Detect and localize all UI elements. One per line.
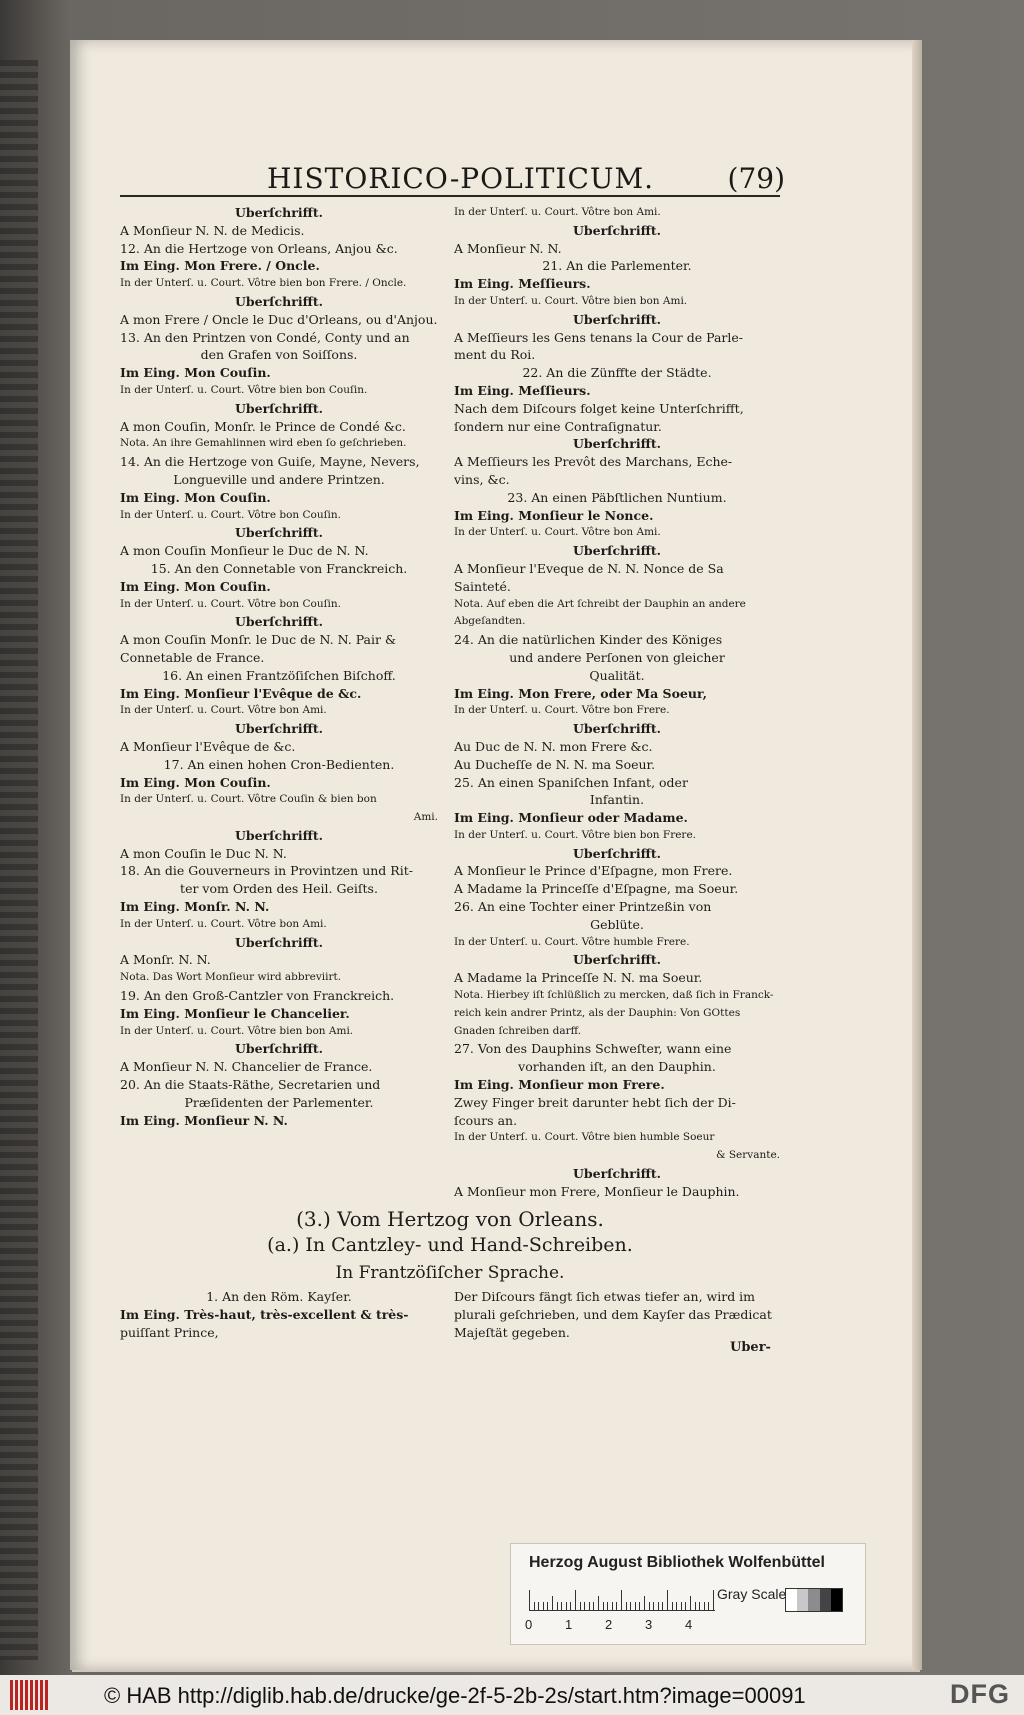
ruler-tick: [667, 1590, 668, 1610]
text-line: Connetable de France.: [120, 649, 265, 665]
ruler-tick: [612, 1602, 613, 1610]
text-line: Uberſchrifft.: [235, 827, 323, 843]
text-line: Infantin.: [589, 792, 645, 808]
text-line: A mon Couſin Monſr. le Duc de N. N. Pair &: [120, 632, 397, 648]
text-line: 16. An einen Frantzöſiſchen Biſchoff.: [162, 667, 396, 683]
text-line: Au Ducheſſe de N. N. ma Soeur.: [454, 756, 656, 772]
measure-ruler: [529, 1590, 715, 1611]
text-line: In der Unterſ. u. Court. Vôtre bon Couſin.: [120, 597, 341, 610]
ruler-tick: [626, 1602, 627, 1610]
ruler-tick: [616, 1602, 617, 1610]
library-color-card: [510, 1543, 866, 1645]
ruler-tick: [713, 1590, 714, 1610]
text-line: Nota. Hierbey iſt ſchlüßlich zu mercken, daß ſich in Franck-: [454, 989, 774, 1002]
ruler-tick: [580, 1602, 581, 1610]
text-line: Im Eing. Mon Frere, oder Ma Soeur,: [454, 685, 707, 701]
ruler-tick: [681, 1602, 682, 1610]
page-number: (79): [727, 162, 785, 195]
ruler-tick: [561, 1602, 562, 1610]
ruler-tick: [529, 1590, 530, 1610]
text-line: A Monſieur l'Evêque de &c.: [120, 738, 296, 754]
text-line: A mon Couſin le Duc N. N.: [120, 845, 287, 861]
text-line: 25. An einen Spaniſchen Infant, oder: [454, 774, 688, 790]
text-line: Uberſchrifft.: [573, 222, 661, 238]
section-heading: (3.) Vom Hertzog von Orleans.: [296, 1207, 604, 1231]
text-line: Im Eing. Monſieur oder Madame.: [454, 810, 688, 826]
book-spine: [0, 60, 38, 1660]
text-line: Uberſchrifft.: [573, 952, 661, 968]
text-line: Longueville und andere Printzen.: [173, 471, 385, 487]
text-line: In der Unterſ. u. Court. Vôtre bien bon Ami.: [120, 1024, 354, 1037]
page-header: [195, 162, 785, 196]
gray-swatch-cell: [831, 1589, 842, 1611]
ruler-tick: [593, 1602, 594, 1610]
text-line: 14. An die Hertzoge von Guiſe, Mayne, Nevers,: [120, 454, 420, 470]
text-line: A Monſr. N. N.: [120, 952, 211, 968]
text-line: Im Eing. Meſſieurs.: [454, 276, 591, 292]
text-line: Nota. Auf eben die Art ſchreibt der Dauphin an andere: [454, 597, 746, 610]
gray-swatch-cell: [808, 1589, 819, 1611]
text-line: Nach dem Diſcours folget keine Unterſchrifft,: [454, 400, 744, 416]
text-line: vins, &c.: [454, 471, 510, 487]
ruler-tick: [552, 1596, 553, 1610]
text-line: In der Unterſ. u. Court. Vôtre bon Ami.: [454, 526, 661, 539]
ruler-tick: [699, 1602, 700, 1610]
text-line: 20. An die Staats-Räthe, Secretarien und: [120, 1077, 381, 1093]
ruler-tick: [644, 1596, 645, 1610]
text-line: ment du Roi.: [454, 347, 536, 363]
text-line: Im Eing. Monſieur le Nonce.: [454, 507, 654, 523]
text-line: Nota. An ihre Gemahlinnen wird eben ſo geſchrieben.: [120, 437, 407, 450]
text-line: Nota. Das Wort Monſieur wird abbreviirt.: [120, 971, 342, 984]
gray-swatch-cell: [820, 1589, 831, 1611]
text-line: A Monſieur le Prince d'Eſpagne, mon Frere.: [454, 863, 733, 879]
text-line: Zwey Finger breit darunter hebt ſich der Di-: [454, 1094, 736, 1110]
text-line: 18. An die Gouverneurs in Provintzen und Rit-: [120, 863, 413, 879]
text-line: Geblüte.: [590, 916, 644, 932]
text-line: A Madame la Princeſſe d'Eſpagne, ma Soeur.: [454, 881, 739, 897]
gray-scale-label: Gray Scale: [717, 1586, 787, 1602]
text-line: Uberſchrifft.: [573, 845, 661, 861]
ruler-tick: [584, 1602, 585, 1610]
ruler-number: 3: [645, 1617, 653, 1632]
text-line: Im Eing. Monſr. N. N.: [120, 899, 270, 915]
text-line: A Monſieur l'Eveque de N. N. Nonce de Sa: [454, 560, 724, 576]
ruler-number: 0: [525, 1617, 533, 1632]
ruler-tick: [543, 1602, 544, 1610]
text-line: In der Unterſ. u. Court. Vôtre bon Ami.: [454, 206, 661, 218]
ruler-tick: [621, 1590, 622, 1610]
text-line: Im Eing. Mon Frere. / Oncle.: [120, 258, 320, 274]
text-line: Der Diſcours fängt ſich etwas tiefer an, wird im: [454, 1289, 756, 1304]
gray-swatch-cell: [786, 1589, 797, 1611]
text-line: Uberſchrifft.: [235, 721, 323, 737]
text-line: Uberſchrifft.: [573, 1166, 661, 1182]
text-line: A Monſieur mon Frere, Monſieur le Dauphin.: [454, 1183, 740, 1199]
text-line: Qualität.: [589, 667, 645, 683]
library-name: Herzog August Bibliothek Wolfenbüttel: [529, 1554, 825, 1571]
ruler-tick: [589, 1602, 590, 1610]
text-line: plurali geſchrieben, und dem Kayſer das Prædicat: [454, 1306, 772, 1322]
text-line: Uberſchrifft.: [235, 1041, 323, 1057]
text-line: Uberſchrifft.: [235, 614, 323, 630]
text-line: A mon Frere / Oncle le Duc d'Orleans, ou d'Anjou.: [120, 311, 438, 327]
ruler-tick: [598, 1596, 599, 1610]
ruler-tick: [708, 1602, 709, 1610]
text-line: Im Eing. Mon Couſin.: [120, 774, 271, 790]
page-edge: [912, 40, 922, 1670]
text-line: Uberſchrifft.: [235, 934, 323, 950]
text-line: In der Unterſ. u. Court. Vôtre bien humble Soeur: [454, 1131, 715, 1144]
text-line: Im Eing. Meſſieurs.: [454, 382, 591, 398]
viewer-footer: [0, 1675, 1024, 1715]
hab-logo-icon: [10, 1680, 48, 1710]
text-line: Uberſchrifft.: [573, 543, 661, 559]
dfg-logo: DFG: [950, 1679, 1010, 1709]
text-line: 26. An eine Tochter einer Printzeßin von: [454, 899, 712, 915]
header-rule: [120, 195, 780, 197]
text-line: In der Unterſ. u. Court. Vôtre humble Frere.: [454, 935, 690, 948]
ruler-number: 2: [605, 1617, 613, 1632]
text-line: ter vom Orden des Heil. Geiſts.: [180, 881, 378, 897]
text-line: A Meſſieurs les Gens tenans la Cour de Parle-: [454, 329, 744, 345]
text-line: Uberſchrifft.: [235, 400, 323, 416]
text-line: den Grafen von Soiſſons.: [200, 347, 358, 363]
ruler-tick: [635, 1602, 636, 1610]
bottom-left-column: [120, 1288, 438, 1341]
ruler-tick: [685, 1602, 686, 1610]
text-line: In der Unterſ. u. Court. Vôtre bon Ami.: [120, 917, 327, 930]
ruler-tick: [653, 1602, 654, 1610]
text-line: A Monſieur N. N. de Medicis.: [120, 222, 305, 238]
ruler-tick: [557, 1602, 558, 1610]
text-line: Majeſtät gegeben.: [454, 1324, 570, 1340]
gray-scale-swatch: [785, 1588, 843, 1612]
text-line: Uberſchrifft.: [573, 311, 661, 327]
text-line: 1. An den Röm. Kayſer.: [206, 1289, 352, 1304]
ruler-tick: [639, 1602, 640, 1610]
text-line: Uberſchrifft.: [573, 436, 661, 452]
text-line: In der Unterſ. u. Court. Vôtre bon Couſin.: [120, 508, 341, 521]
ruler-tick: [658, 1602, 659, 1610]
ruler-tick: [566, 1602, 567, 1610]
text-line: 17. An einen hohen Cron-Bedienten.: [163, 756, 395, 772]
text-line: Im Eing. Monſieur le Chancelier.: [120, 1005, 350, 1021]
text-line: 24. An die natürlichen Kinder des Königes: [454, 632, 723, 648]
text-line: Uberſchrifft.: [235, 293, 323, 309]
right-column: [454, 204, 780, 1201]
ruler-tick: [575, 1590, 576, 1610]
gray-swatch-cell: [797, 1589, 808, 1611]
text-line: Im Eing. Mon Couſin.: [120, 365, 271, 381]
text-line: 23. An einen Päbſtlichen Nuntium.: [507, 489, 727, 505]
ruler-tick: [534, 1602, 535, 1610]
text-line: In der Unterſ. u. Court. Vôtre Couſin & bien bon: [120, 793, 377, 806]
text-line: 15. An den Connetable von Franckreich.: [150, 560, 408, 576]
text-line: A Madame la Princeſſe N. N. ma Soeur.: [454, 970, 703, 986]
text-line: In der Unterſ. u. Court. Vôtre bien bon Frere. / Oncle.: [120, 277, 407, 290]
running-head: HISTORICO-POLITICUM.: [267, 162, 655, 195]
text-line: Im Eing. Mon Couſin.: [120, 489, 271, 505]
ruler-number: 4: [685, 1617, 693, 1632]
ruler-numbers: [525, 1617, 725, 1635]
ruler-tick: [603, 1602, 604, 1610]
text-line: 27. Von des Dauphins Schweſter, wann eine: [454, 1041, 732, 1057]
text-line: A Monſieur N. N.: [454, 240, 562, 256]
bottom-right-column: [454, 1288, 780, 1341]
text-line: reich kein andrer Printz, als der Dauphin: Von GOttes: [454, 1006, 741, 1019]
catchword: Uber-: [730, 1340, 771, 1355]
text-line: A mon Couſin, Monſr. le Prince de Condé &c.: [120, 418, 406, 434]
text-line: & Servante.: [716, 1149, 780, 1162]
text-line: Gnaden ſchreiben darff.: [454, 1024, 582, 1037]
text-line: Im Eing. Mon Couſin.: [120, 578, 271, 594]
text-line: Sainteté.: [454, 578, 511, 594]
text-line: Im Eing. Monſieur l'Evêque de &c.: [120, 685, 362, 701]
text-line: puiſſant Prince,: [120, 1324, 219, 1340]
ruler-number: 1: [565, 1617, 573, 1632]
text-line: 13. An den Printzen von Condé, Conty und an: [120, 329, 410, 345]
ruler-tick: [676, 1602, 677, 1610]
ruler-tick: [630, 1602, 631, 1610]
text-line: 22. An die Zünffte der Städte.: [522, 365, 712, 381]
text-line: A mon Couſin Monſieur le Duc de N. N.: [120, 543, 369, 559]
text-line: 19. An den Groß-Cantzler von Franckreich.: [120, 988, 395, 1004]
language-heading: In Frantzöſiſcher Sprache.: [335, 1263, 565, 1283]
text-line: In der Unterſ. u. Court. Vôtre bon Frere.: [454, 704, 670, 717]
text-line: In der Unterſ. u. Court. Vôtre bien bon Ami.: [454, 294, 688, 307]
text-line: und andere Perſonen von gleicher: [509, 649, 725, 665]
ruler-tick: [662, 1602, 663, 1610]
text-line: A Monſieur N. N. Chancelier de France.: [120, 1059, 373, 1075]
ruler-tick: [570, 1602, 571, 1610]
text-line: 21. An die Parlementer.: [542, 258, 692, 274]
text-line: Im Eing. Monſieur mon Frere.: [454, 1077, 665, 1093]
ruler-tick: [607, 1602, 608, 1610]
copyright-link[interactable]: © HAB http://diglib.hab.de/drucke/ge-2f-5-2b-2s/start.htm?image=00091: [104, 1683, 806, 1708]
text-line: ſcours an.: [454, 1112, 518, 1128]
ruler-tick: [695, 1602, 696, 1610]
text-line: Præſidenten der Parlementer.: [184, 1094, 374, 1110]
text-line: Uberſchrifft.: [235, 525, 323, 541]
text-line: Im Eing. Très-haut, très-excellent & très-: [120, 1306, 409, 1322]
subsection-heading: (a.) In Cantzley- und Hand-Schreiben.: [267, 1234, 633, 1256]
text-line: ſondern nur eine Contraſignatur.: [454, 418, 662, 434]
ruler-tick: [649, 1602, 650, 1610]
ruler-tick: [538, 1602, 539, 1610]
text-line: Au Duc de N. N. mon Frere &c.: [454, 738, 653, 754]
text-line: Ami.: [413, 811, 438, 824]
text-line: In der Unterſ. u. Court. Vôtre bien bon Frere.: [454, 828, 696, 841]
ruler-tick: [547, 1602, 548, 1610]
text-line: In der Unterſ. u. Court. Vôtre bon Ami.: [120, 704, 327, 717]
text-line: Uberſchrifft.: [235, 205, 323, 220]
ruler-tick: [672, 1602, 673, 1610]
left-column: [120, 204, 438, 1129]
text-line: vorhanden iſt, an den Dauphin.: [518, 1059, 716, 1075]
ruler-tick: [690, 1596, 691, 1610]
text-line: Abgeſandten.: [454, 615, 526, 628]
text-line: In der Unterſ. u. Court. Vôtre bien bon Couſin.: [120, 383, 368, 396]
text-line: Uberſchrifft.: [573, 721, 661, 737]
text-line: Im Eing. Monſieur N. N.: [120, 1112, 288, 1128]
ruler-tick: [704, 1602, 705, 1610]
text-line: A Meſſieurs les Prevôt des Marchans, Eche-: [454, 454, 733, 470]
text-line: 12. An die Hertzoge von Orleans, Anjou &c.: [120, 240, 398, 256]
